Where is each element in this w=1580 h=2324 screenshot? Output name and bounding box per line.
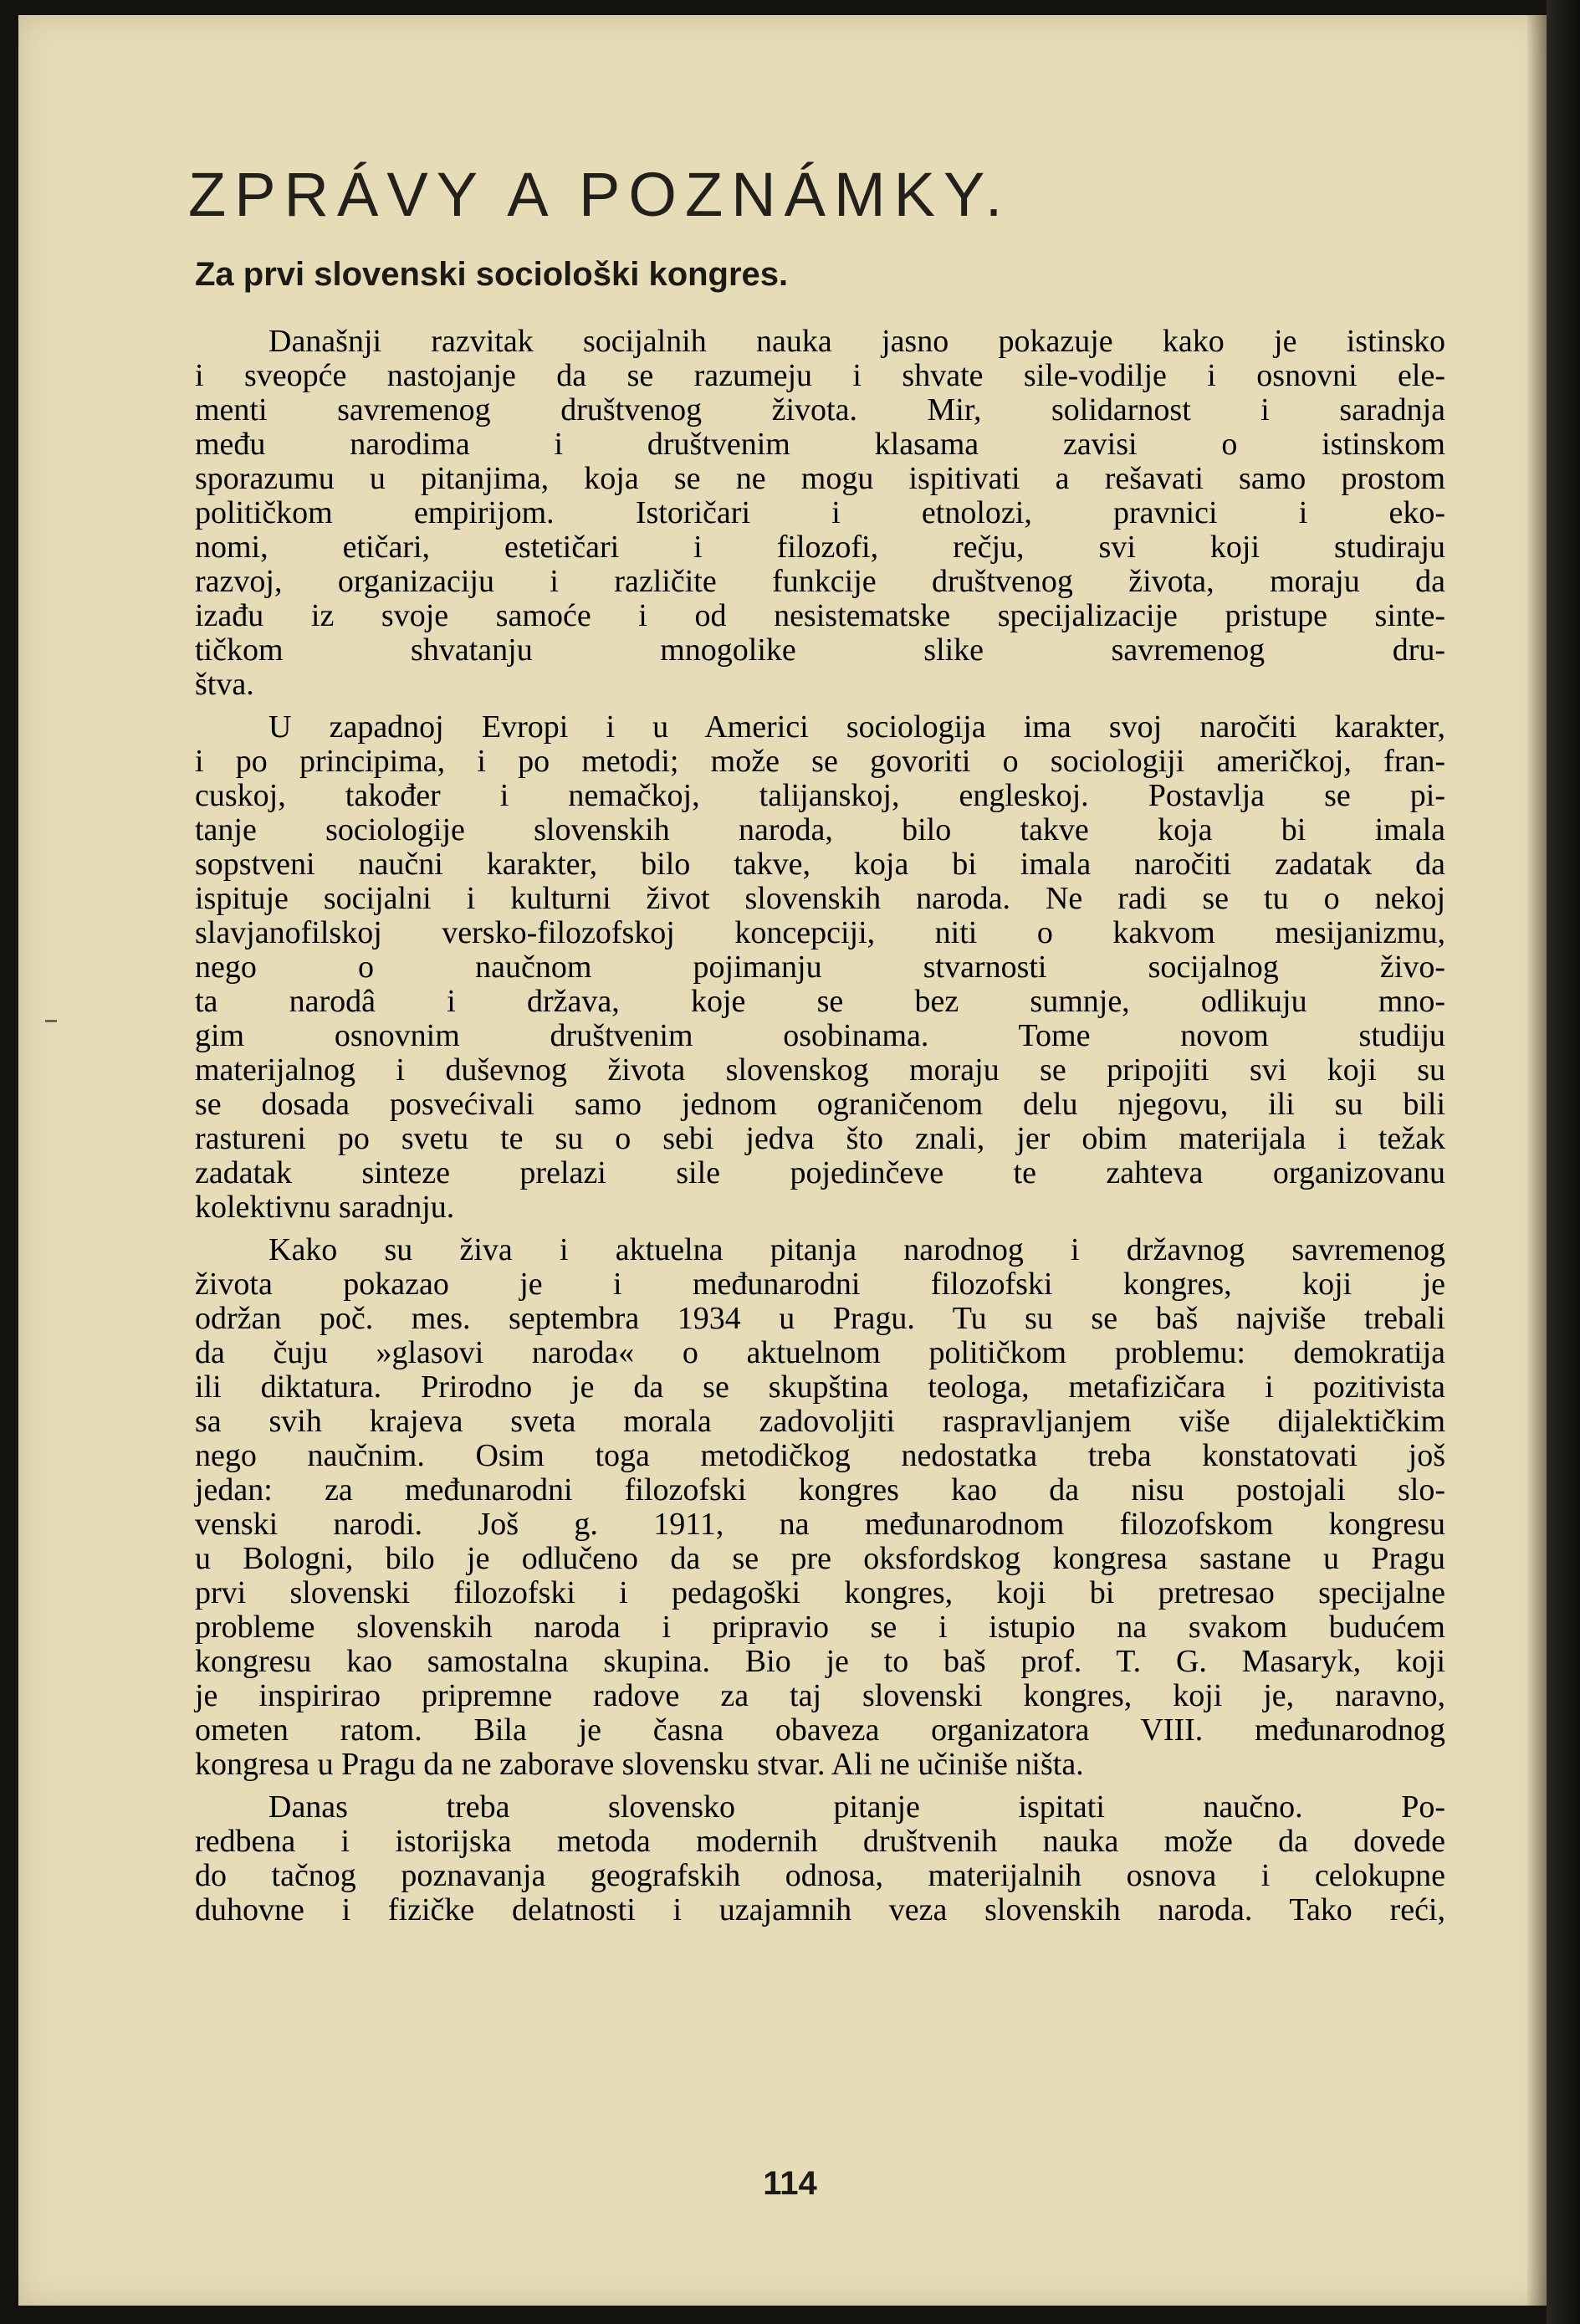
text-line: sopstveni naučni karakter, bilo takve, koja bi imala naročiti zadatak da bbox=[195, 847, 1445, 882]
text-line: Danas treba slovensko pitanje ispitati naučno. Po- bbox=[268, 1789, 1445, 1825]
text-line: jedan: za međunarodni filozofski kongres kao da nisu postojali slo- bbox=[195, 1472, 1445, 1508]
margin-mark bbox=[45, 1020, 57, 1022]
text-line: materijalnog i duševnog života slovenskog moraju se pripojiti svi koji su bbox=[195, 1052, 1445, 1088]
text-line: održan poč. mes. septembra 1934 u Pragu. Tu su se baš najviše trebali bbox=[195, 1301, 1445, 1336]
text-line: i sveopće nastojanje da se razumeju i shvate sile-vodilje i osnovni ele- bbox=[195, 358, 1445, 393]
text-line: sporazumu u pitanjima, koja se ne mogu ispitivati a rešavati samo prostom bbox=[195, 461, 1445, 496]
text-line: slavjanofilskoj versko-filozofskoj koncepciji, niti o kakvom mesijanizmu, bbox=[195, 915, 1445, 950]
text-line: zadatak sinteze prelazi sile pojedinčeve te zahteva organizovanu bbox=[195, 1155, 1445, 1190]
text-line: i po principima, i po metodi; može se govoriti o sociologiji američkoj, fran- bbox=[195, 744, 1445, 779]
text-line: ometen ratom. Bila je časna obaveza organizatora VIII. međunarodnog bbox=[195, 1712, 1445, 1748]
text-line: prvi slovenski filozofski i pedagoški kongres, koji bi pretresao specijalne bbox=[195, 1575, 1445, 1610]
text-line: nego naučnim. Osim toga metodičkog nedostatka treba konstatovati još bbox=[195, 1438, 1445, 1473]
text-line: nego o naučnom pojimanju stvarnosti socijalnog živo- bbox=[195, 950, 1445, 985]
text-line: Kako su živa i aktuelna pitanja narodnog i državnog savremenog bbox=[268, 1232, 1445, 1267]
text-line: štva. bbox=[195, 667, 254, 702]
text-line: tanje sociologije slovenskih naroda, bilo takve koja bi imala bbox=[195, 812, 1445, 847]
text-line: da čuju »glasovi naroda« o aktuelnom političkom problemu: demokratija bbox=[195, 1335, 1445, 1370]
text-line: ta narodâ i država, koje se bez sumnje, odlikuju mno- bbox=[195, 984, 1445, 1019]
text-line: duhovne i fizičke delatnosti i uzajamnih veza slovenskih naroda. Tako reći, bbox=[195, 1892, 1445, 1927]
article-title: Za prvi slovenski sociološki kongres. bbox=[195, 256, 789, 293]
text-line: kolektivnu saradnju. bbox=[195, 1190, 455, 1225]
text-line: ispituje socijalni i kulturni život slovenskih naroda. Ne radi se tu o nekoj bbox=[195, 881, 1445, 916]
text-line: probleme slovenskih naroda i pripravio se i istupio na svakom budućem bbox=[195, 1610, 1445, 1645]
text-line: rastureni po svetu te su o sebi jedva što znali, jer obim materijala i težak bbox=[195, 1121, 1445, 1156]
text-line: Današnji razvitak socijalnih nauka jasno pokazuje kako je istinsko bbox=[268, 324, 1445, 359]
text-line: tičkom shvatanju mnogolike slike savremenog dru- bbox=[195, 632, 1445, 668]
text-line: političkom empirijom. Istoričari i etnolozi, pravnici i eko- bbox=[195, 495, 1445, 530]
text-line: razvoj, organizaciju i različite funkcije društvenog života, moraju da bbox=[195, 564, 1445, 599]
text-line: cuskoj, također i nemačkoj, talijanskoj, engleskoj. Postavlja se pi- bbox=[195, 778, 1445, 813]
text-line: kongresa u Pragu da ne zaborave slovensku stvar. Ali ne učiniše ništa. bbox=[195, 1747, 1084, 1782]
text-line: kongresu kao samostalna skupina. Bio je to baš prof. T. G. Masaryk, koji bbox=[195, 1644, 1445, 1679]
page-edge-shadow bbox=[1547, 0, 1580, 2324]
text-line: u Bologni, bilo je odlučeno da se pre oksfordskog kongresa sastane u Pragu bbox=[195, 1541, 1445, 1576]
text-line: gim osnovnim društvenim osobinama. Tome novom studiju bbox=[195, 1018, 1445, 1053]
text-line: U zapadnoj Evropi i u Americi sociologija ima svoj naročiti karakter, bbox=[268, 709, 1445, 745]
text-line: sa svih krajeva sveta morala zadovoljiti raspravljanjem više dijalektičkim bbox=[195, 1404, 1445, 1439]
text-line: venski narodi. Još g. 1911, na međunarodnom filozofskom kongresu bbox=[195, 1507, 1445, 1542]
text-line: ili diktatura. Prirodno je da se skupština teologa, metafizičara i pozitivista bbox=[195, 1369, 1445, 1405]
text-line: do tačnog poznavanja geografskih odnosa, materijalnih osnova i celokupne bbox=[195, 1858, 1445, 1893]
section-heading: ZPRÁVY A POZNÁMKY. bbox=[188, 160, 1011, 229]
text-line: nomi, etičari, estetičari i filozofi, rečju, svi koji studiraju bbox=[195, 530, 1445, 565]
text-line: se dosada posvećivali samo jednom ograničenom delu njegovu, ili su bili bbox=[195, 1087, 1445, 1122]
text-line: menti savremenog društvenog života. Mir, solidarnost i saradnja bbox=[195, 392, 1445, 427]
page-number: 114 bbox=[763, 2165, 817, 2202]
article-body bbox=[195, 325, 1445, 1927]
text-line: je inspirirao pripremne radove za taj slovenski kongres, koji je, naravno, bbox=[195, 1678, 1445, 1713]
text-line: izađu iz svoje samoće i od nesistematske specijalizacije pristupe sinte- bbox=[195, 598, 1445, 633]
text-line: redbena i istorijska metoda modernih društvenih nauka može da dovede bbox=[195, 1824, 1445, 1859]
text-line: života pokazao je i međunarodni filozofski kongres, koji je bbox=[195, 1267, 1445, 1302]
text-line: među narodima i društvenim klasama zavisi o istinskom bbox=[195, 427, 1445, 462]
